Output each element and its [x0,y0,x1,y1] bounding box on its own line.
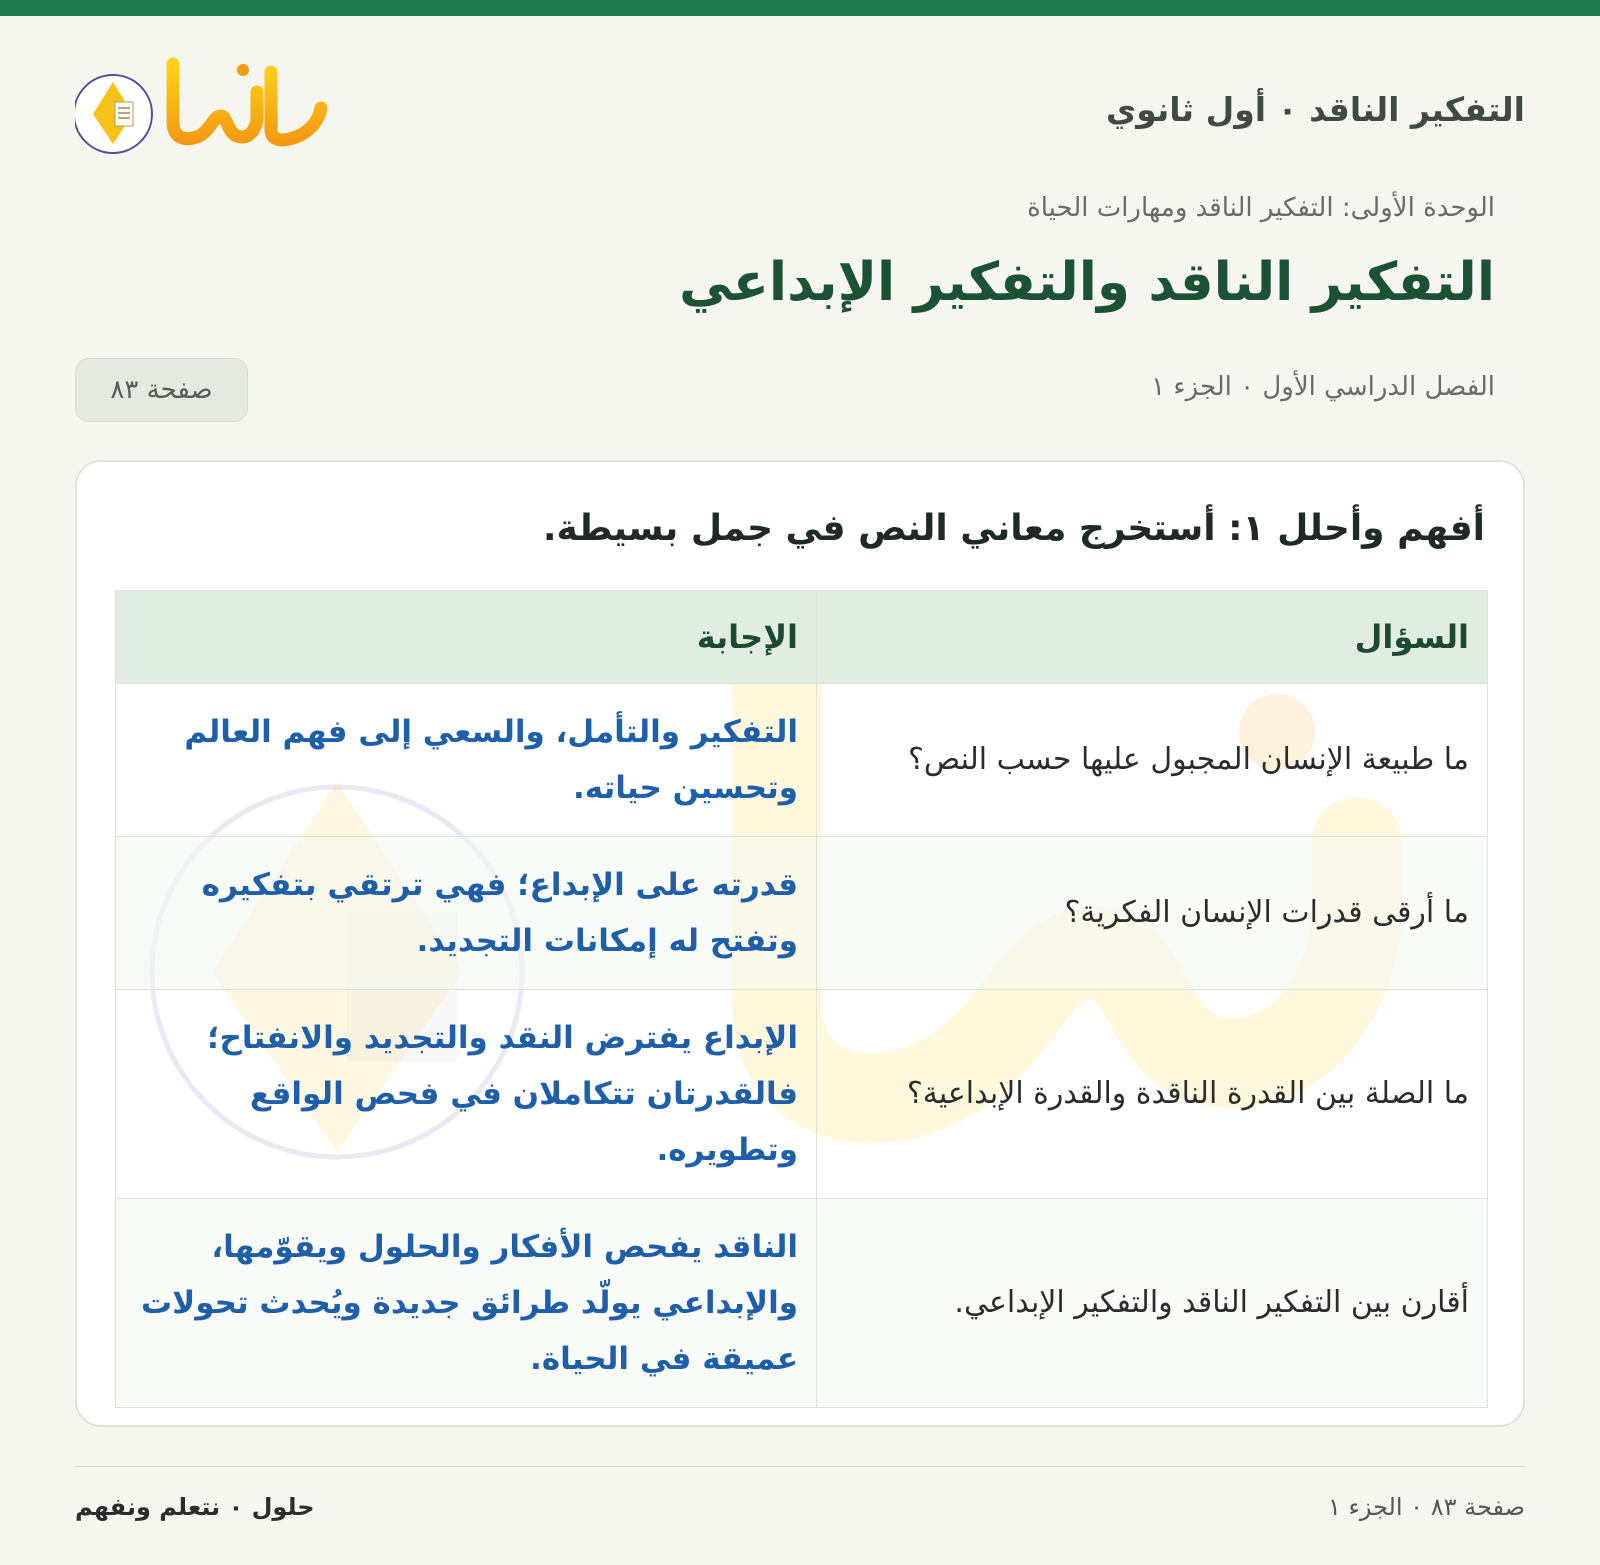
exercise-title: أفهم وأحلل ١: أستخرج معاني النص في جمل بسيطة. [542,508,1485,549]
answer-cell: قدرته على الإبداع؛ فهي ترتقي بتفكيره وتفتح له إمكانات التجديد. [116,837,817,990]
table-header-row [116,591,1488,684]
answer-cell: الإبداع يفترض النقد والتجديد والانفتاح؛ فالقدرتان تتكاملان في فحص الواقع وتطويره. [116,990,817,1199]
qa-table [115,590,1488,1408]
answer-cell: الناقد يفحص الأفكار والحلول ويقوّمها، والإبداعي يولّد طرائق جديدة ويُحدث تحولات عميقة في الحياة. [116,1199,817,1408]
table-row [116,837,1488,990]
column-header-question: السؤال [817,591,1488,684]
question-cell: أقارن بين التفكير الناقد والتفكير الإبداعي. [817,1199,1488,1408]
question-cell: ما طبيعة الإنسان المجبول عليها حسب النص؟ [817,684,1488,837]
question-cell: ما الصلة بين القدرة الناقدة والقدرة الإبداعية؟ [817,990,1488,1199]
question-cell: ما أرقى قدرات الإنسان الفكرية؟ [817,837,1488,990]
answer-cell: التفكير والتأمل، والسعي إلى فهم العالم وتحسين حياته. [116,684,817,837]
footer-divider [75,1466,1525,1467]
subject-title: التفكير الناقد ٠ أول ثانوي [1105,90,1525,129]
lesson-title: التفكير الناقد والتفكير الإبداعي [679,252,1495,313]
top-accent-bar [0,0,1600,16]
hulul-logo-icon [75,52,335,162]
table-row [116,990,1488,1199]
term-info: الفصل الدراسي الأول ٠ الجزء ١ [1151,372,1495,402]
table-row [116,684,1488,837]
page-badge: صفحة ٨٣ [75,358,248,422]
unit-title: الوحدة الأولى: التفكير الناقد ومهارات الحياة [1027,193,1495,223]
exercise-card [75,460,1525,1427]
footer-brand: حلول ٠ نتعلم ونفهم [75,1493,315,1521]
hulul-logo[interactable] [75,52,335,162]
table-row [116,1199,1488,1408]
footer-page-info: صفحة ٨٣ ٠ الجزء ١ [1328,1493,1525,1521]
page-header [75,50,1525,165]
column-header-answer: الإجابة [116,591,817,684]
